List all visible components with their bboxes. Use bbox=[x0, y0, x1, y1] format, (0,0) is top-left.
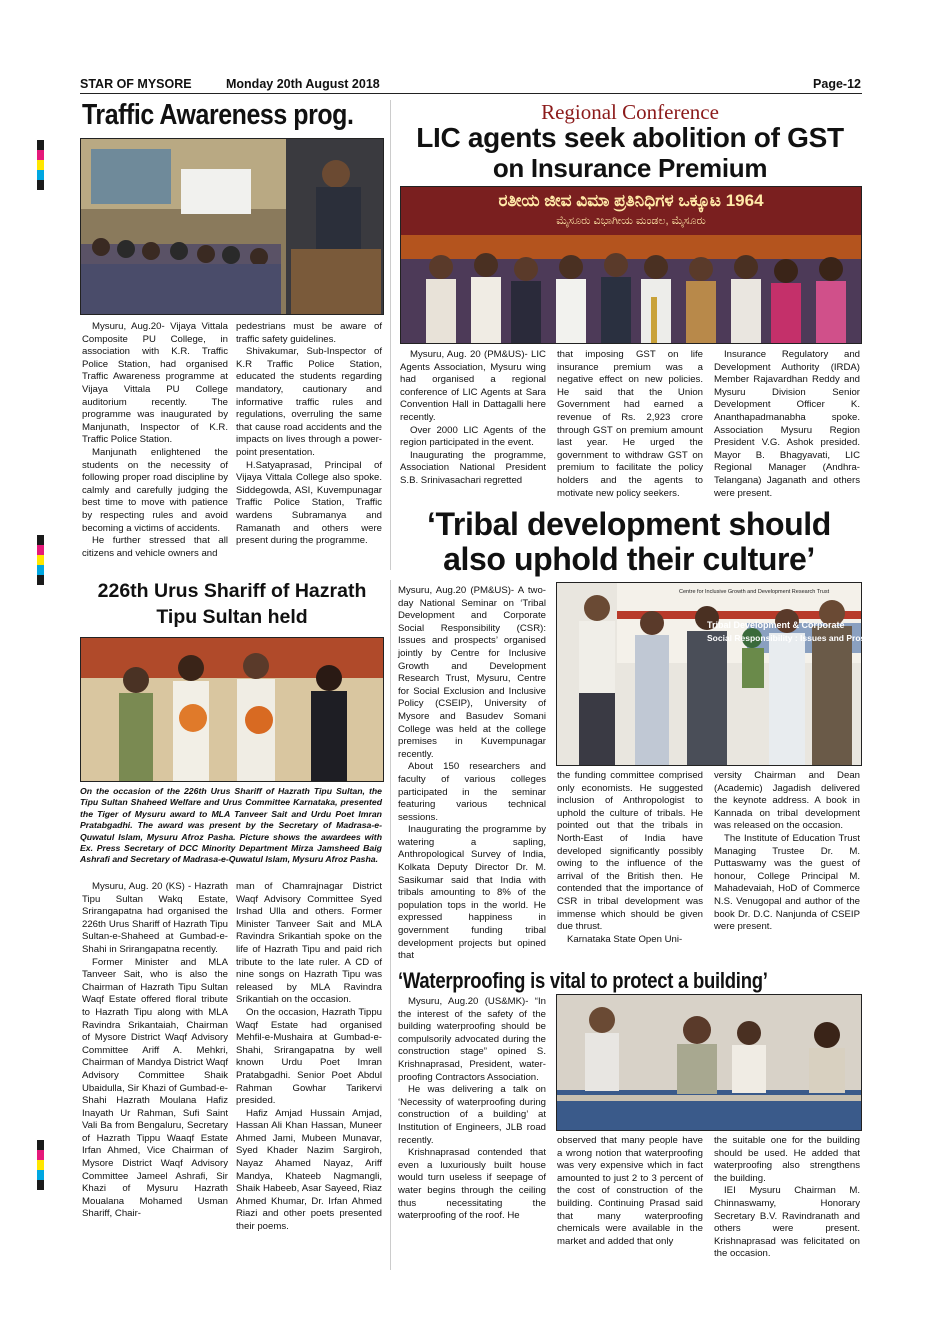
urus-column-1 bbox=[82, 881, 228, 1265]
waterproof-column-3 bbox=[714, 1135, 860, 1263]
lic-headline-line-1: LIC agents seek abolition of GST bbox=[416, 122, 844, 153]
paragraph: Mysuru, Aug.20- Vijaya Vittala Composite PU College, in association with K.R. Traffic Police Station, had organised Traffic Awareness programme at Vijaya Vittala PU College auditorium recently. The programme was inaugurated by Manjunath, Inspector of K.R. Traffic Police Station. bbox=[82, 321, 228, 446]
paragraph: the suitable one for the building should be used. He added that waterproofing also strengthens the building. bbox=[714, 1135, 860, 1184]
paragraph: Krishnaprasad contended that even a luxuriously built house would turn useless if seepage of water begins through the ceiling thus necessitating the waterproofing of the roof. He bbox=[398, 1147, 546, 1222]
paragraph: He further stressed that all citizens and vehicle owners and bbox=[82, 535, 228, 559]
lic-banner-text-1: ರತೀಯ ಜೀವ ವಿಮಾ ಪ್ರತಿನಿಧಿಗಳ ಒಕ್ಕೂಟ 1964 bbox=[498, 191, 764, 210]
paragraph: Mysuru, Aug.20 (US&MK)- “In the interest of the safety of the building waterproofing should be compulsorily advocated during the construction stage” opined S. Krishnaprasad, President, water-proofing Contractors Association. bbox=[398, 996, 546, 1083]
tribal-headline-line-2: also uphold their culture’ bbox=[443, 541, 815, 577]
column-rule bbox=[390, 580, 391, 1270]
paragraph: He was delivering a talk on ‘Necessity of waterproofing during construction of a building’ at Institution of Engineers, JLB road recently. bbox=[398, 1084, 546, 1146]
paragraph: Mysuru, Aug. 20 (PM&US)- LIC Agents Association, Mysuru wing had organised a regional conference of LIC Agents at Sara Convention Hall in Dattagalli here recently. bbox=[400, 349, 546, 423]
paragraph: Inaugurating the programme, Association National President S.B. Srinivasachari regretted bbox=[400, 449, 546, 486]
lic-column-1 bbox=[400, 349, 546, 501]
lic-kicker: Regional Conference bbox=[541, 100, 719, 124]
paragraph: Mysuru, Aug. 20 (KS) - Hazrath Tipu Sultan Wakq Estate, Srirangapatna had organised the 226th Urus Shariff of Hazrath Tipu Sultan-e-Shaheed at Gumbad-e-Shahi in Srirangapatna recently. bbox=[82, 881, 228, 955]
print-registration-bar-middle bbox=[37, 535, 44, 585]
traffic-headline: Traffic Awareness prog. bbox=[82, 99, 354, 131]
tribal-banner-text-3: Social Responsibility : Issues and Prospects bbox=[707, 633, 888, 643]
paragraph: Karnataka State Open Uni- bbox=[567, 933, 683, 945]
traffic-column-2 bbox=[236, 321, 382, 567]
paragraph: versity Chairman and Dean (Academic) Jagadish delivered the keynote address. A book in Kannada on tribal development was released on the occasion. bbox=[714, 770, 860, 832]
masthead-page-number: Page-12 bbox=[813, 77, 861, 91]
tribal-column-3 bbox=[714, 770, 860, 955]
paragraph: Former Minister and MLA Tanveer Sait, who is also the Chairman of Hazrath Tipu Sultan Waqf Estate offered floral tribute to Hazrath Tipu along with MLA Ravindra Srikantaiah, Chairman of Mysore District Waqf Advisory Committee Ariff A. Mehkri, Chairman of Mandya District Waqf Advisory Committee Shaik Ubaidulla, Sir Khazi of Gumbad-e-Shahi Hazrath Moulana Hafiz Inayath Ur Rahman, Sufi Saint Vali Ba from Bengaluru, Secretary of Hazrath Tippu Waaqf Estate Irfan Ahmed, Vice Chairman of Mysore District Waqf Advisory Committee Jameel Ashrafi, Sir Khazi of Mysuru Hazrath Moualana Mohamed Usman Shariff, Chair- bbox=[82, 956, 228, 1220]
masthead-paper-name: STAR OF MYSORE bbox=[80, 77, 192, 91]
traffic-photo bbox=[80, 138, 384, 315]
waterproof-headline: ‘Waterproofing is vital to protect a building’ bbox=[398, 968, 768, 993]
paragraph: About 150 researchers and faculty of various colleges participated in the seminar featuring various technical sessions. bbox=[398, 761, 546, 823]
paragraph: Inaugurating the programme by watering a sapling, Anthropological Survey of India, Kolkata Deputy Director Dr. M. Sasikumar said that India with tribals amounting to 8% of the population tops in the world. He expressed happiness in government funding tribal development projects but opined that bbox=[398, 824, 546, 962]
paragraph: man of Chamrajnagar District Waqf Advisory Committee Syed Irshad Ulla and others. Former Minister Tanveer Sait and MLA Ravindra Srikantiah spoke on the life of Hazrath Tipu and paid rich tribute to the late ruler. A CD of nine songs on Hazrath Tipu was released by MLA Ravindra Srikantiah on the occasion. bbox=[236, 881, 382, 1006]
paragraph: IEI Mysuru Chairman M. Chinnaswamy, Honorary Secretary B.V. Ravindranath and others were present. Krishnaprasad was felicitated on the occasion. bbox=[714, 1185, 860, 1260]
tribal-banner-text-1: Centre for Inclusive Growth and Development Research Trust bbox=[679, 589, 830, 595]
lic-headline-line-2: on Insurance Premium bbox=[492, 153, 768, 183]
paragraph: pedestrians must be aware of traffic safety guidelines. bbox=[236, 321, 382, 345]
tribal-banner-text-2: Tribal Development & Corporate bbox=[707, 620, 845, 630]
paragraph: Insurance Regulatory and Development Authority (IRDA) Member Rajavardhan Reddy and Mysuru Division Senior Development Officer K. Ananthapadmanabha spoke. Association Mysuru Region President V.G. Ashok presided. Mayor B. Bhagyavati, LIC Regional Manager (Andhra-Telangana) Jaganath and others were present. bbox=[714, 349, 860, 499]
lic-column-2 bbox=[557, 349, 703, 501]
paragraph: Manjunath enlightened the students on the necessity of following proper road discipline by calmly and carefully judging the best time to move with patience by respecting rules and avoid becoming a victims of accidents. bbox=[82, 446, 228, 534]
column-rule bbox=[390, 100, 391, 570]
urus-headline-line-1: 226th Urus Shariff of Hazrath bbox=[97, 580, 367, 602]
urus-photo-caption: On the occasion of the 226th Urus Shariff of Hazrath Tipu Sultan, the Tipu Sultan Shaheed Welfare and Urus Committee Karnataka, presented the Tiger of Mysuru award to MLA Tanveer Sait and Urdu Poet Imran Pratabgadhi. The award was present by the Secretary of Madrasa-e-Quwatul Islam, Mysuru Afroz Pasha. Picture shows the awardees with Ex. Press Secretary of DCC Minority Department Mirza Jamsheed Baig Ashrafi and Secretary of Madrasa-e-Quwatul Islam, Mysuru Afroz Pasha. bbox=[80, 786, 382, 865]
paragraph: Shivakumar, Sub-Inspector of K.R Traffic Police Station, educated the students regarding mandatory, cautionary and informative traffic rules and regulations, overruling the same that cause road accidents and the impacts on lives through a power-point presentation. bbox=[236, 346, 382, 458]
urus-column-2 bbox=[236, 881, 382, 1265]
tribal-column-1 bbox=[398, 585, 546, 962]
paragraph: Hafiz Amjad Hussain Amjad, Hassan Ali Khan Hassan, Muneer Ahmed Jami, Mubeen Munavar, Syed Khader Nazim Sargiroh, Nayaz Ahamed Nayaz, Ariff Mandya, Khateeb Nagmangli, Shaik Habeeb, Asar Sayeed, Riaz Ahmed Khumar, Dr. Irfan Ahmed Riazi and other poets presented their poems. bbox=[236, 1107, 382, 1233]
paragraph: Mysuru, Aug.20 (PM&US)- A two-day National Seminar on ‘Tribal Development and Corporate Social Responsibility (CSR): Issues and prospects’ organised jointly by Centre for Inclusive Growth and Development Research Trust, Mysuru, Centre for Social Exclusion and Inclusive Policy (CSEIP), University of Mysore and Basudev Somani College was held at the college premises in Kuvempunagar recently. bbox=[398, 585, 546, 760]
masthead-date: Monday 20th August 2018 bbox=[226, 77, 380, 91]
paragraph: the funding committee comprised only economists. He suggested inclusion of Anthropologist to uphold the culture of tribals. He pointed out that the tribals in North-East of India have developed significantly possibly owing to the influence of the arrival of the British then. He contended that the importance of CSR in tribal development was immense which should be given due thrust. bbox=[557, 770, 703, 933]
masthead-rule bbox=[80, 93, 862, 94]
paragraph: that imposing GST on life insurance premium was a negative effect on new policies. He said that the Union Government had earned a revenue of Rs. 2,923 crore through GST on premium amount last year. He urged the government to withdraw GST on premium to facilitate the policy holders and the agents to motivate new policy seekers. bbox=[557, 349, 703, 499]
waterproof-photo bbox=[556, 994, 862, 1131]
tribal-headline-line-1: ‘Tribal development should bbox=[427, 506, 831, 542]
urus-photo bbox=[80, 637, 384, 782]
urus-headline-line-2: Tipu Sultan held bbox=[156, 606, 308, 628]
traffic-column-1 bbox=[82, 321, 228, 567]
paragraph: On the occasion, Hazrath Tippu Waqf Estate had organised Mehfil-e-Mushaira at Gumbad-e-Shahi, Srirangapatna by well known Urdu Poet Imran Pratabgadhi. Senior Poet Abdul Rahman Gowhar Tarikervi presided. bbox=[236, 1006, 382, 1107]
waterproof-column-2 bbox=[557, 1135, 703, 1263]
tribal-photo bbox=[556, 582, 888, 766]
tribal-column-2 bbox=[557, 770, 703, 955]
lic-column-3 bbox=[714, 349, 860, 501]
paragraph: H.Satyaprasad, Principal of Vijaya Vittala College also spoke. Siddegowda, ASI, Kuvempunagar Traffic Police Station, Traffic wardens Subramanya and Ramanath and others were present during the programme. bbox=[236, 459, 382, 547]
print-registration-bar-bottom bbox=[37, 1140, 44, 1190]
print-registration-bar-top bbox=[37, 140, 44, 190]
paragraph: observed that many people have a wrong notion that waterproofing was very expensive which in fact amounted to just 2 to 3 percent of the cost of construction of the building. Continuing Prasad said that many waterproofing chemicals were available in the market and added that only bbox=[557, 1135, 703, 1247]
paragraph: Over 2000 LIC Agents of the region participated in the event. bbox=[400, 424, 546, 449]
lic-banner-text-2: ಮೈಸೂರು ವಿಭಾಗೀಯ ಮಂಡಲ, ಮೈಸೂರು bbox=[556, 215, 706, 227]
waterproof-column-1 bbox=[398, 996, 546, 1261]
lic-photo bbox=[400, 186, 862, 344]
paragraph: The Institute of Education Trust Managing Trustee Dr. M. Puttaswamy was the guest of honour, College Principal M. Mahadevaiah, HoD of Commerce N.S. Venugopal and author of the book Dr. D.C. Nanjunda of CSEIP were present. bbox=[714, 832, 860, 933]
